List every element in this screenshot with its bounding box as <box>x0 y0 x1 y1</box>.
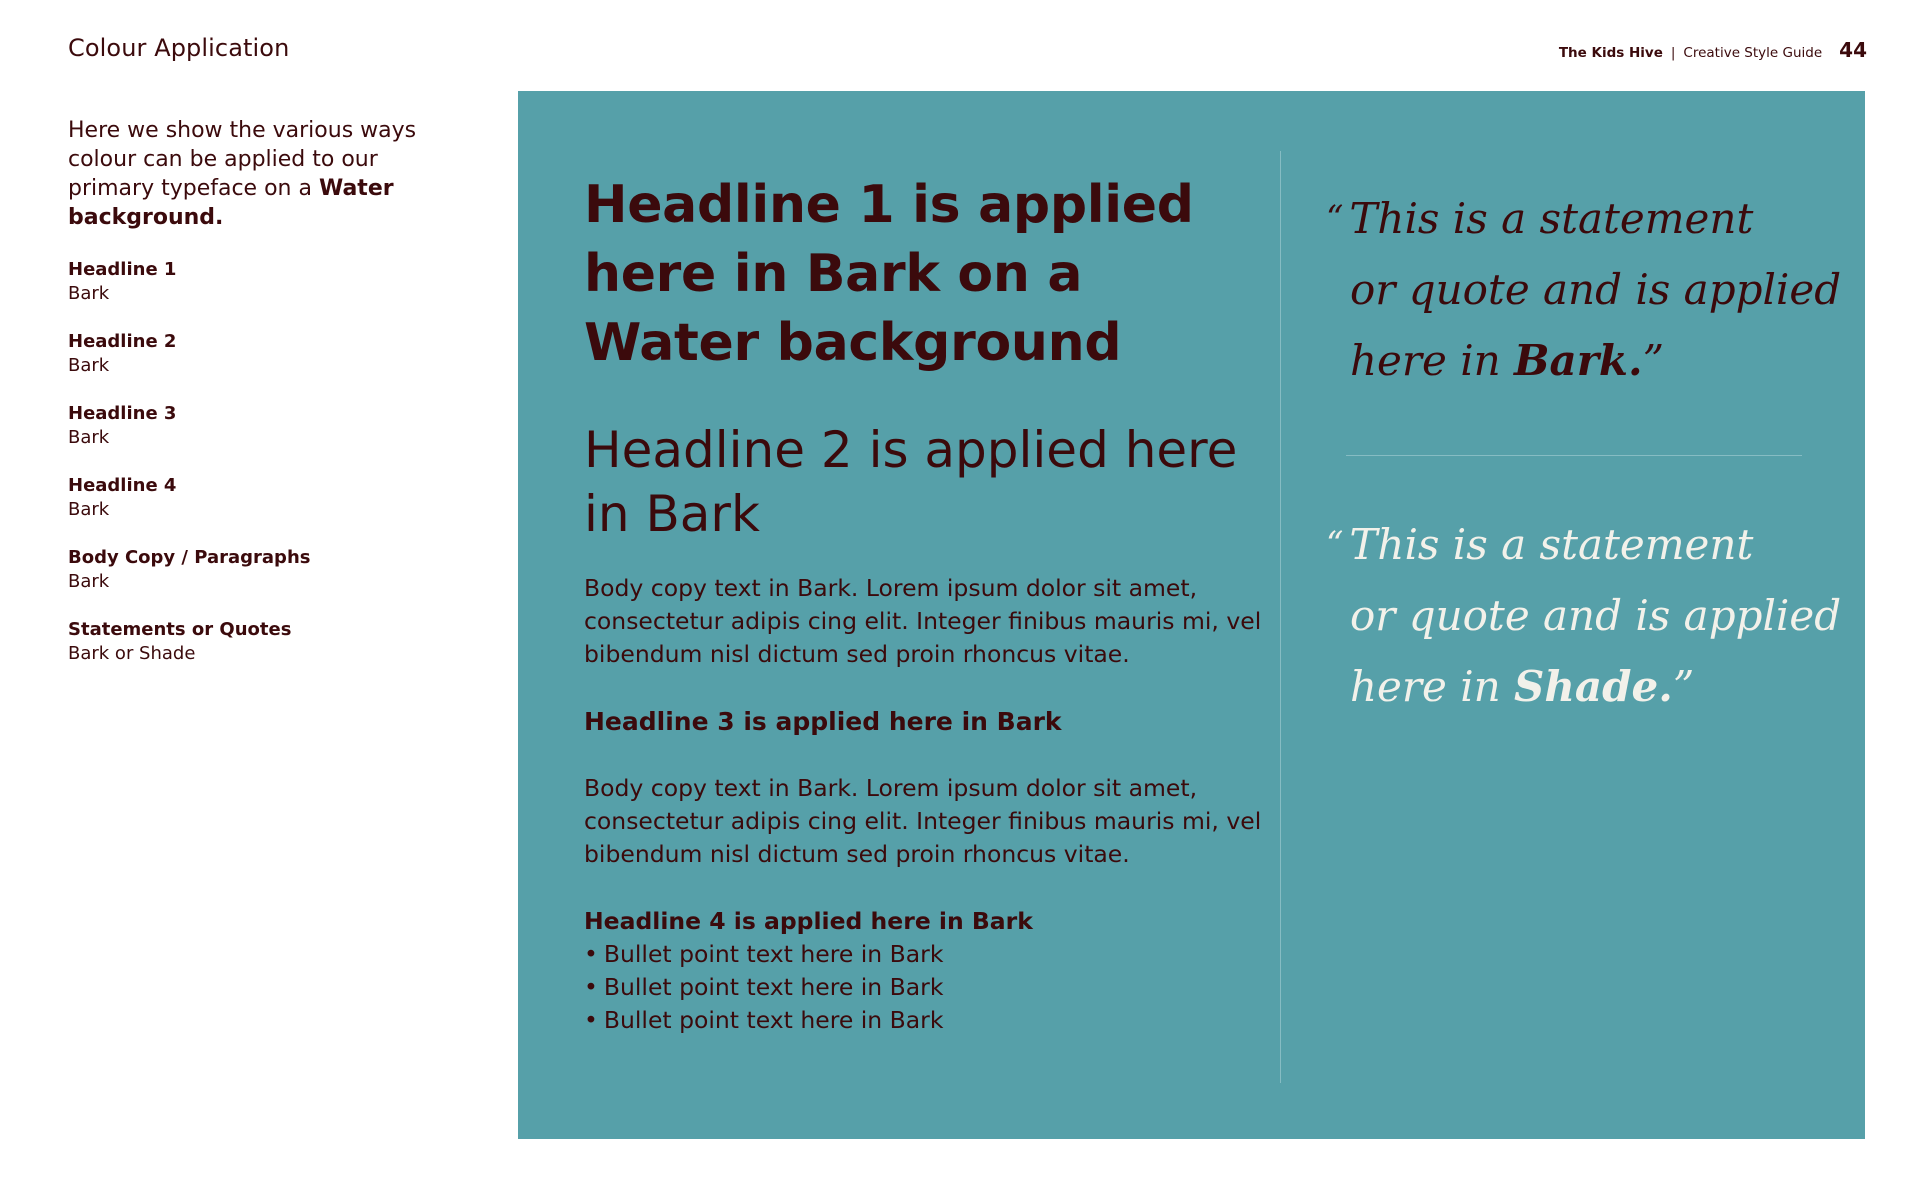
spec-label: Headline 1 <box>68 259 177 280</box>
list-item <box>584 1004 1264 1037</box>
spec-body-copy <box>68 546 468 594</box>
bullet-text: Bullet point text here in Bark <box>603 940 944 968</box>
page-number: 44 <box>1839 38 1867 62</box>
close-quote-mark: ” <box>1642 336 1665 385</box>
quote-line: here in <box>1350 336 1515 385</box>
intro-prefix: Here we show the various ways colour can be applied to our primary typeface on a <box>68 118 417 201</box>
body-copy-sample: Body copy text in Bark. Lorem ipsum dolor sit amet, consectetur adipis cing elit. Integer finibus mauris mi, vel bibendum nisl dictum sed proin rhoncus vitae. <box>584 774 1262 868</box>
running-header <box>1559 38 1867 62</box>
spec-headline-3 <box>68 402 468 450</box>
list-item <box>584 938 1264 971</box>
close-quote-mark: ” <box>1672 662 1695 711</box>
spec-value: Bark <box>68 427 110 448</box>
quote-line: here in <box>1350 662 1515 711</box>
quote-colour-name: Bark. <box>1514 336 1643 385</box>
brand-name: The Kids Hive <box>1558 45 1663 61</box>
quote-colour-name: Shade. <box>1514 662 1673 711</box>
spec-statements <box>68 618 468 666</box>
spec-label: Headline 4 <box>68 475 177 496</box>
bullet-icon: • <box>584 1006 598 1034</box>
headline-2-sample: Headline 2 is applied here in Bark <box>584 421 1238 543</box>
water-panel <box>518 91 1865 1139</box>
body-copy-sample: Body copy text in Bark. Lorem ipsum dolor sit amet, consectetur adipis cing elit. Integer finibus mauris mi, vel bibendum nisl dictum sed proin rhoncus vitae. <box>584 574 1262 668</box>
quote-line: This is a statement <box>1349 194 1754 243</box>
bullet-icon: • <box>584 940 598 968</box>
spec-value: Bark <box>68 355 110 376</box>
typography-samples <box>584 171 1264 1037</box>
headline-4-sample: Headline 4 is applied here in Bark <box>584 907 1033 935</box>
vertical-divider <box>1280 151 1281 1083</box>
list-item <box>584 971 1264 1004</box>
spec-label: Body Copy / Paragraphs <box>68 547 311 568</box>
spec-headline-4 <box>68 474 468 522</box>
headline-1-sample: Headline 1 is applied here in Bark on a Water background <box>584 175 1194 373</box>
quote-shade <box>1326 509 1846 722</box>
quote-line: or quote and is applied <box>1350 265 1842 314</box>
intro-bold: Water background. <box>68 176 394 230</box>
quote-bark <box>1326 183 1846 396</box>
spec-headline-2 <box>68 330 468 378</box>
bullet-icon: • <box>584 973 598 1001</box>
page-title: Colour Application <box>68 34 290 62</box>
bullet-list <box>584 938 1264 1037</box>
quote-line: This is a statement <box>1349 520 1754 569</box>
spec-label: Statements or Quotes <box>68 619 292 640</box>
intro-text <box>68 116 468 232</box>
open-quote-mark: “ <box>1326 524 1344 564</box>
header-separator: | <box>1670 45 1676 61</box>
bullet-text: Bullet point text here in Bark <box>603 1006 944 1034</box>
horizontal-divider <box>1346 455 1802 456</box>
guide-name: Creative Style Guide <box>1683 45 1823 61</box>
bullet-text: Bullet point text here in Bark <box>603 973 944 1001</box>
spec-label: Headline 3 <box>68 403 177 424</box>
spec-value: Bark <box>68 283 110 304</box>
open-quote-mark: “ <box>1326 198 1344 238</box>
headline-3-sample: Headline 3 is applied here in Bark <box>584 707 1062 736</box>
spec-value: Bark <box>68 571 110 592</box>
sidebar <box>68 116 468 666</box>
spec-value: Bark <box>68 499 110 520</box>
spec-value: Bark or Shade <box>68 643 196 664</box>
spec-label: Headline 2 <box>68 331 177 352</box>
quote-line: or quote and is applied <box>1350 591 1842 640</box>
spec-headline-1 <box>68 258 468 306</box>
